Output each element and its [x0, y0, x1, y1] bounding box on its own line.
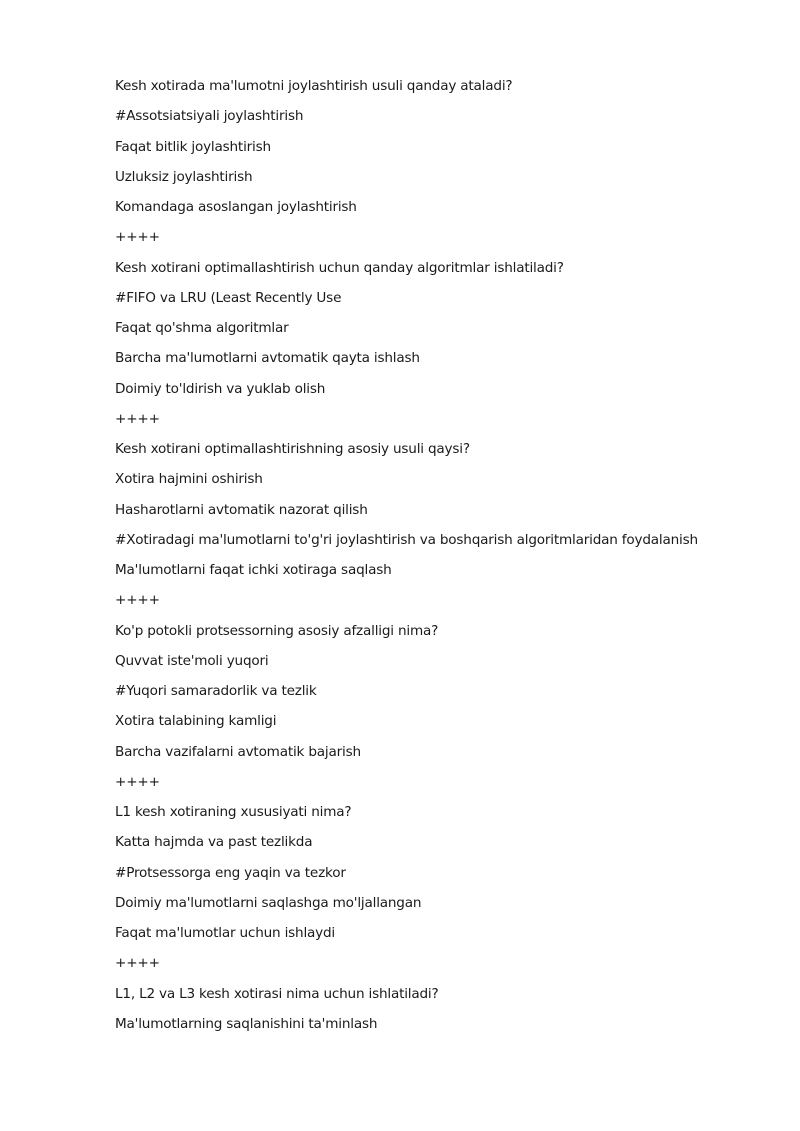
correct-answer-option: #Xotiradagi ma'lumotlarni to'g'ri joylashtirish va boshqarish algoritmlaridan foydalanish	[115, 531, 698, 548]
correct-answer-option: #Yuqori samaradorlik va tezlik	[115, 683, 317, 699]
answer-option: Uzluksiz joylashtirish	[115, 168, 253, 185]
answer-option: Barcha vazifalarni avtomatik bajarish	[115, 743, 361, 760]
question-separator: ++++	[115, 773, 160, 790]
question-text: Ko'p potokli protsessorning asosiy afzalligi nima?	[115, 622, 439, 639]
question-text: L1, L2 va L3 kesh xotirasi nima uchun ishlatiladi?	[115, 985, 439, 1002]
answer-option: Faqat ma'lumotlar uchun ishlaydi	[115, 925, 336, 941]
answer-option: Xotira hajmini oshirish	[115, 471, 263, 488]
question-separator: ++++	[115, 229, 160, 246]
document-body	[115, 75, 715, 1043]
answer-option: Ma'lumotlarning saqlanishini ta'minlash	[115, 1015, 378, 1032]
answer-option: Doimiy ma'lumotlarni saqlashga mo'ljallangan	[115, 894, 422, 911]
answer-option: Katta hajmda va past tezlikda	[115, 834, 313, 851]
question-text: Kesh xotirada ma'lumotni joylashtirish usuli qanday ataladi?	[115, 78, 513, 94]
correct-answer-option: #Protsessorga eng yaqin va tezkor	[115, 864, 346, 881]
answer-option: Faqat qo'shma algoritmlar	[115, 320, 289, 336]
correct-answer-option: #FIFO va LRU (Least Recently Use	[115, 289, 342, 306]
answer-option: Doimiy to'ldirish va yuklab olish	[115, 380, 326, 397]
question-separator: ++++	[115, 955, 160, 972]
answer-option: Hasharotlarni avtomatik nazorat qilish	[115, 501, 368, 518]
question-separator: ++++	[115, 410, 160, 427]
correct-answer-option: #Assotsiatsiyali joylashtirish	[115, 108, 304, 125]
answer-option: Quvvat iste'moli yuqori	[115, 652, 269, 669]
answer-option: Faqat bitlik joylashtirish	[115, 138, 271, 155]
answer-option: Barcha ma'lumotlarni avtomatik qayta ishlash	[115, 350, 420, 367]
question-separator: ++++	[115, 592, 160, 609]
question-text: L1 kesh xotiraning xususiyati nima?	[115, 804, 352, 820]
question-text: Kesh xotirani optimallashtirish uchun qanday algoritmlar ishlatiladi?	[115, 259, 564, 276]
answer-option: Xotira talabining kamligi	[115, 713, 277, 730]
answer-option: Komandaga asoslangan joylashtirish	[115, 199, 357, 215]
question-text: Kesh xotirani optimallashtirishning asosiy usuli qaysi?	[115, 441, 470, 457]
answer-option: Ma'lumotlarni faqat ichki xotiraga saqlash	[115, 562, 392, 578]
